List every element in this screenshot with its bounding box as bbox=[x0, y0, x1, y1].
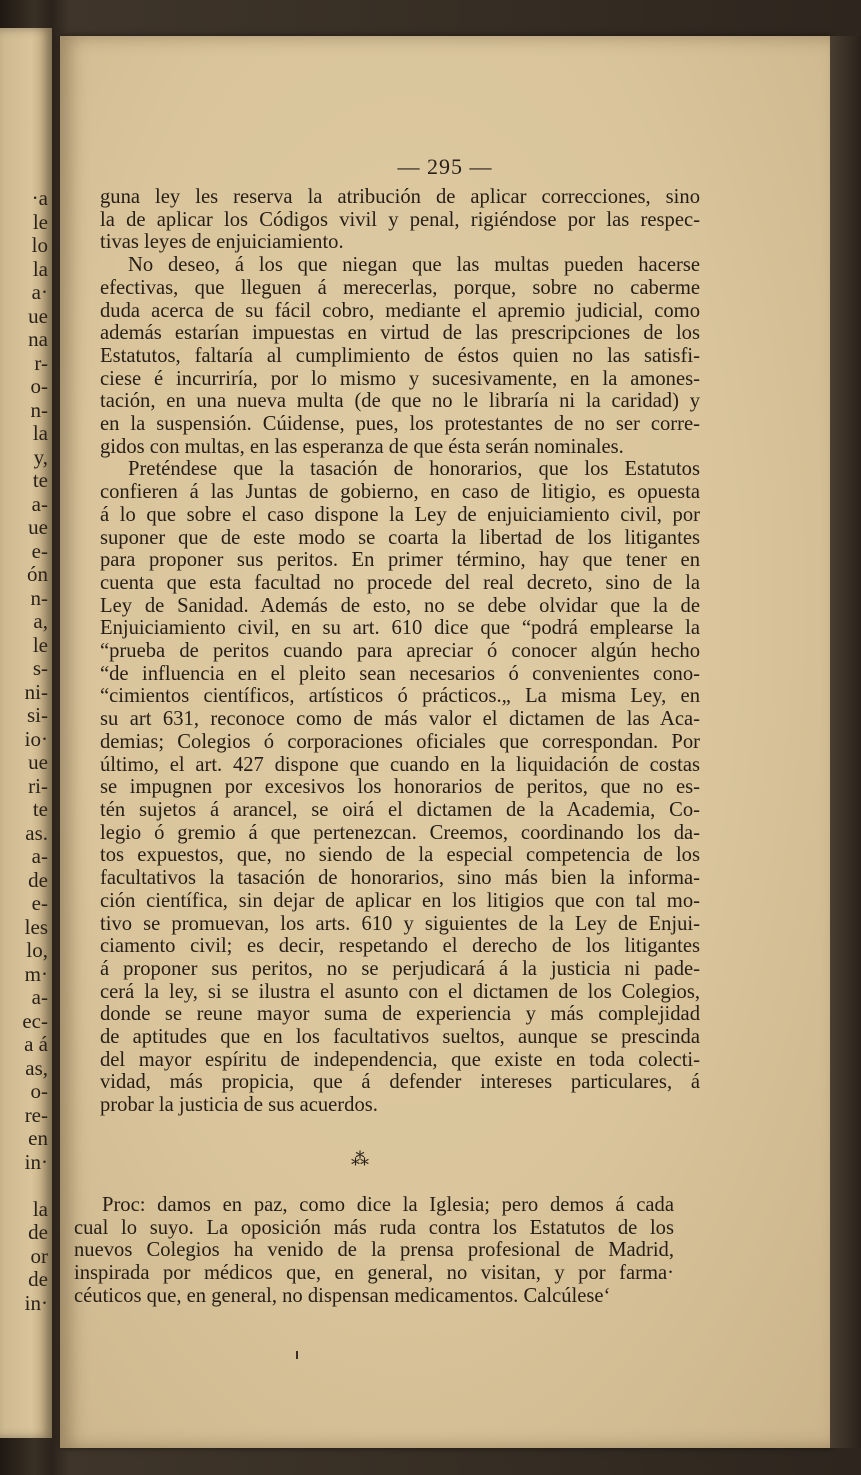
prev-page-fragment: ni- bbox=[24, 679, 48, 704]
text-line: tivas leyes de enjuiciamiento. bbox=[100, 231, 344, 254]
text-line: inspirada por médicos que, en general, no visitan, y por farma· bbox=[74, 1262, 674, 1285]
text-line: Preténdese que la tasación de honorarios, que los Estatutos bbox=[128, 458, 700, 481]
text-line: del mayor espíritu de independencia, que existe en toda colecti- bbox=[100, 1048, 700, 1071]
prev-page-fragment: a, bbox=[33, 609, 48, 633]
prev-page-fragment: de bbox=[28, 1220, 48, 1244]
prev-page-fragment: te bbox=[32, 797, 48, 821]
prev-page-fragment: si- bbox=[27, 703, 48, 727]
prev-page-fragment: n- bbox=[30, 397, 48, 422]
prev-page-fragment: en bbox=[28, 1126, 48, 1150]
prev-page-fragment: re- bbox=[24, 1102, 48, 1127]
prev-page-fragment: la bbox=[32, 1196, 48, 1221]
prev-page-fragment: la bbox=[32, 256, 48, 281]
previous-page-edge bbox=[0, 28, 52, 1438]
text-line: cuenta que esta facultad no procede del real decreto, sino de la bbox=[100, 571, 700, 594]
prev-page-fragment: as. bbox=[25, 820, 48, 845]
text-line: céuticos que, en general, no dispensan medicamentos. Calcúlese‘ bbox=[74, 1284, 611, 1307]
text-line: vidad, más propicia, que á defender intereses particulares, á bbox=[100, 1071, 700, 1094]
prev-page-fragment: lo bbox=[31, 233, 48, 257]
prev-page-fragment: ·a bbox=[31, 186, 48, 210]
prev-page-fragment: a- bbox=[31, 844, 48, 868]
text-line: “cimientos científicos, artísticos ó prácticos.„ La misma Ley, en bbox=[100, 685, 700, 708]
text-line: tación, en una nueva multa (de que no le libraría ni la caridad) y bbox=[100, 390, 700, 413]
text-line: ción científica, sin dejar de aplicar en los litigios que con tal mo- bbox=[100, 889, 700, 912]
text-line: nuevos Colegios ha venido de la prensa profesional de Madrid, bbox=[74, 1239, 674, 1262]
prev-page-fragment: le bbox=[32, 632, 48, 657]
text-line: la de aplicar los Códigos vivil y penal, rigiéndose por las respec- bbox=[100, 208, 700, 231]
text-line: Ley de Sanidad. Además de esto, no se debe olvidar que la de bbox=[100, 594, 700, 617]
prev-page-fragment: les bbox=[24, 914, 48, 939]
text-line: cerá la ley, si se ilustra el asunto con el dictamen de los Colegios, bbox=[100, 980, 700, 1003]
prev-page-fragment: ue bbox=[28, 750, 48, 774]
text-line: gidos con multas, en las esperanza de que ésta serán nominales. bbox=[100, 435, 624, 458]
section-asterism: ⁂ bbox=[351, 1149, 369, 1169]
prev-page-fragment: o- bbox=[30, 1079, 48, 1103]
text-line: duda acerca de su fácil cobro, mediante el apremio judicial, como bbox=[100, 299, 700, 322]
right-shadow-edge bbox=[830, 36, 861, 1448]
prev-page-fragment: r- bbox=[34, 350, 48, 375]
text-line: efectivas, que lleguen á merecerlas, porque, sobre no caberme bbox=[100, 276, 700, 299]
page-number: — 295 — bbox=[397, 154, 493, 179]
prev-page-fragment: ri- bbox=[28, 773, 48, 798]
text-line: último, el art. 427 dispone que cuando en la liquidación de costas bbox=[100, 753, 700, 776]
text-line: Enjuiciamiento civil, en su art. 610 dice que “podrá emplearse la bbox=[100, 617, 700, 640]
paragraph-3 bbox=[100, 458, 700, 1116]
book-page bbox=[60, 36, 830, 1448]
text-line: confieren á las Juntas de gobierno, en caso de litigio, es opuesta bbox=[100, 481, 700, 504]
text-line: en la suspensión. Cúidense, pues, los protestantes de no ser corre- bbox=[100, 413, 700, 436]
text-line: Estatutos, faltaría al cumplimiento de éstos quien no las satisfi- bbox=[100, 344, 700, 367]
prev-page-fragment: a· bbox=[31, 280, 48, 304]
text-line: se impugnen por excesivos los honorarios de peritos, que no es- bbox=[100, 776, 700, 799]
text-line: donde se reune mayor suma de experiencia y más complejidad bbox=[100, 1003, 700, 1026]
prev-page-fragment: e- bbox=[31, 891, 48, 915]
prev-page-fragment: lo, bbox=[26, 938, 48, 962]
paragraph-1 bbox=[100, 186, 700, 254]
prev-page-fragment: ue bbox=[28, 515, 48, 539]
prev-page-fragment: ón bbox=[27, 562, 48, 586]
print-mark bbox=[296, 1351, 298, 1359]
text-line: No deseo, á los que niegan que las multas pueden hacerse bbox=[128, 254, 700, 277]
prev-page-fragment: le bbox=[32, 209, 48, 234]
paragraph-2 bbox=[100, 254, 700, 458]
text-line: cual lo suyo. La oposición más ruda contra los Estatutos de los bbox=[74, 1216, 674, 1239]
text-line: ciamento civil; es decir, respetando el derecho de los litigantes bbox=[100, 935, 700, 958]
prev-page-fragment: a á bbox=[24, 1032, 48, 1056]
text-line: á lo que sobre el caso dispone la Ley de enjuiciamiento civil, por bbox=[100, 503, 700, 526]
prev-page-fragment: in· bbox=[24, 1290, 48, 1315]
text-line: de aptitudes que en los facultativos sueltos, aunque se prescinda bbox=[100, 1026, 700, 1049]
prev-page-fragment: na bbox=[28, 327, 48, 351]
text-line: su art 631, reconoce como de más valor el dictamen de las Aca- bbox=[100, 708, 700, 731]
prev-page-fragment: de bbox=[28, 867, 48, 892]
paragraph-4 bbox=[74, 1194, 674, 1308]
main-text bbox=[100, 186, 700, 1117]
prev-page-fragment: de bbox=[28, 1267, 48, 1291]
text-line: probar la justicia de sus acuerdos. bbox=[100, 1094, 378, 1117]
text-line: facultativos la tasación de honorarios, sino más bien la informa- bbox=[100, 867, 700, 890]
prev-page-fragment: y, bbox=[33, 444, 48, 469]
text-line: además estarían impuestas en virtud de las prescripciones de los bbox=[100, 322, 700, 345]
prev-page-fragment: or bbox=[30, 1243, 48, 1268]
text-line: legio ó gremio á que pertenezcan. Creemos, coordinando los da- bbox=[100, 821, 700, 844]
prev-page-fragment: s- bbox=[32, 656, 48, 680]
text-line: Proc: damos en paz, como dice la Iglesia; pero demos á cada bbox=[102, 1194, 674, 1216]
text-line: para proponer sus peritos. En primer término, hay que tener en bbox=[100, 549, 700, 572]
prev-page-fragment: n- bbox=[30, 585, 48, 610]
prev-page-fragment: as, bbox=[25, 1055, 48, 1080]
prev-page-fragment: la bbox=[32, 421, 48, 445]
text-line: tén sujetos á arancel, se oirá el dictamen de la Academia, Co- bbox=[100, 798, 700, 821]
text-line: “prueba de peritos cuando para apreciar ó conocer algún hecho bbox=[100, 640, 700, 663]
prev-page-fragment: io· bbox=[24, 726, 48, 751]
prev-page-fragment: ec- bbox=[22, 1008, 48, 1033]
text-line: guna ley les reserva la atribución de aplicar correcciones, sino bbox=[100, 186, 700, 208]
prev-page-fragment: in· bbox=[24, 1149, 48, 1174]
prev-page-fragment: e- bbox=[31, 538, 48, 563]
text-line: “de influencia en el pleito sean necesarios ó convenientes cono- bbox=[100, 662, 700, 685]
text-line: suponer que de este modo se coarta la libertad de los litigantes bbox=[100, 526, 700, 549]
prev-page-fragment: o- bbox=[30, 374, 48, 398]
text-line: tos expuestos, que, no siendo de la especial competencia de los bbox=[100, 844, 700, 867]
prev-page-fragment: te bbox=[32, 468, 48, 492]
prev-page-fragment: a- bbox=[31, 985, 48, 1009]
prev-page-fragment: a- bbox=[31, 491, 48, 516]
text-line: ciese é incurriría, por lo mismo y sucesivamente, en la amones- bbox=[100, 367, 700, 390]
prev-page-fragment: m· bbox=[24, 961, 48, 986]
text-line: á proponer sus peritos, no se perjudicará á la justicia ni pade- bbox=[100, 957, 700, 980]
text-line: demias; Colegios ó corporaciones oficiales que correspondan. Por bbox=[100, 730, 700, 753]
text-line: tivo se promuevan, los arts. 610 y siguientes de la Ley de Enjui- bbox=[100, 912, 700, 935]
prev-page-fragment: ue bbox=[28, 303, 48, 328]
